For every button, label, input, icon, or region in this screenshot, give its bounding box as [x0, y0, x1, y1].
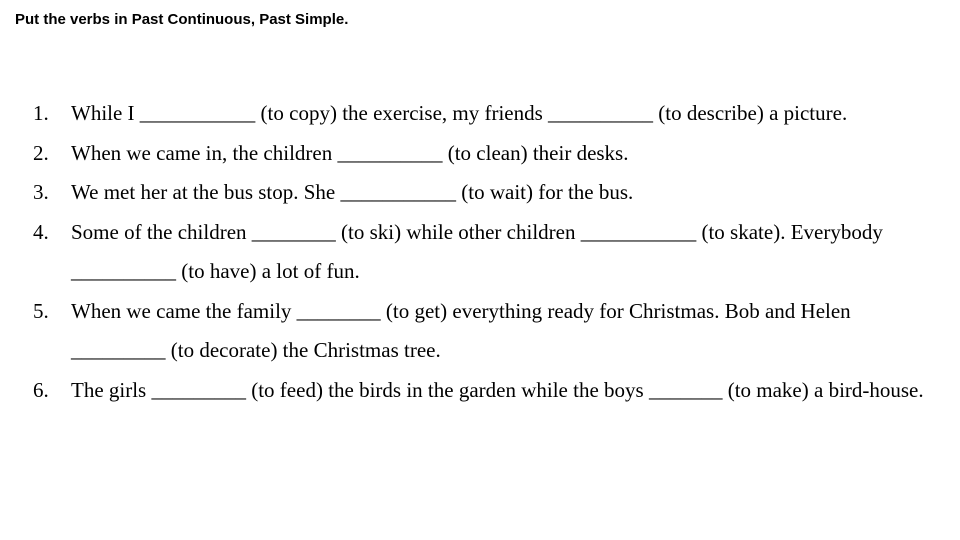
exercise-item-2 — [33, 134, 945, 174]
item-number: 6. — [33, 377, 49, 402]
exercise-item-6 — [33, 371, 945, 411]
item-number: 4. — [33, 219, 49, 244]
item-number: 5. — [33, 298, 49, 323]
item-text: Some of the children ________ (to ski) while other children ___________ (to skate). Everybody __________ (to have) a lot of fun. — [71, 219, 883, 283]
item-text: When we came the family ________ (to get) everything ready for Christmas. Bob and Helen _________ (to decorate) the Christmas tree. — [71, 298, 851, 362]
exercise-item-4 — [33, 213, 945, 292]
exercise-list — [33, 94, 945, 410]
exercise-item-5 — [33, 292, 945, 371]
worksheet-title: Put the verbs in Past Continuous, Past Simple. — [15, 11, 349, 28]
exercise-item-3 — [33, 173, 945, 213]
item-number: 2. — [33, 140, 49, 165]
exercise-item-1 — [33, 94, 945, 134]
item-text: The girls _________ (to feed) the birds in the garden while the boys _______ (to make) a bird-house. — [71, 377, 924, 402]
item-text: When we came in, the children __________ (to clean) their desks. — [71, 140, 629, 165]
item-text: We met her at the bus stop. She ___________ (to wait) for the bus. — [71, 180, 634, 204]
item-text: While I ___________ (to copy) the exercise, my friends __________ (to describe) a picture. — [71, 101, 848, 125]
item-number: 3. — [33, 180, 49, 204]
item-number: 1. — [33, 101, 49, 125]
